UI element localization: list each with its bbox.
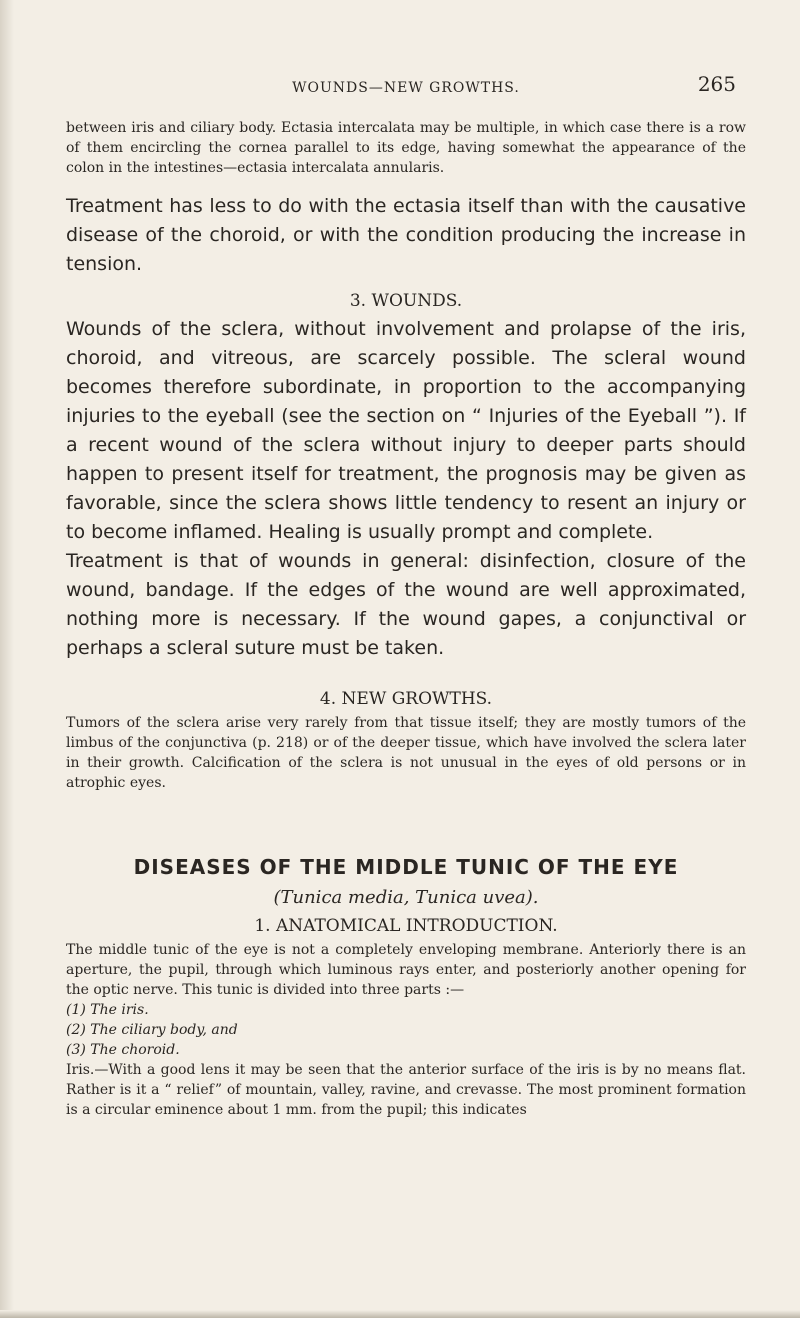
treatment-paragraph: Treatment has less to do with the ectasia itself than with the causative disease of the choroid, or with the condition producing the increase in tension.: [66, 195, 746, 275]
diseases-subtitle: (Tunica media, Tunica uvea).: [273, 887, 539, 908]
intro-paragraph: between iris and ciliary body. Ectasia intercalata may be multiple, in which case there is a row of them encircling the cornea parallel to its edge, having somewhat the appearance of the colon in the intestines—ectasia intercalata annularis.: [66, 120, 746, 176]
new-growths-heading: 4. NEW GROWTHS.: [319, 689, 493, 709]
wounds-paragraph-1: Wounds of the sclera, without involvement and prolapse of the iris, choroid, and vitreous, are scarcely possible. The scleral wound becomes therefore subordinate, in proportion to the accompanying injuries to the eyeball (see the section on “ Injuries of the Eyeball ”). If a recent wound of the sclera without injury to deeper parts should happen to present itself for treatment, the prognosis may be given as favorable, since the sclera shows little tendency to resent an injury or to become inflamed. Healing is usually prompt and complete.: [66, 318, 746, 543]
anatomical-heading: 1. ANATOMICAL INTRODUCTION.: [254, 916, 558, 936]
new-growths-paragraph: Tumors of the sclera arise very rarely from that tissue itself; they are mostly tumors of the limbus of the conjunctiva (p. 218) or of the deeper tissue, which have involved the sclera later in their growth. Calcification of the sclera is not unusual in the eyes of old persons or in atrophic eyes.: [66, 715, 746, 791]
wounds-paragraph-2: Treatment is that of wounds in general: disinfection, closure of the wound, bandage. If the edges of the wound are well approximated, nothing more is necessary. If the wound gapes, a conjunctival or perhaps a scleral suture must be taken.: [66, 550, 746, 659]
page-shadow: [0, 0, 14, 1318]
page-content: [66, 72, 746, 1120]
wounds-heading: 3. WOUNDS.: [349, 291, 463, 311]
page-edge: [0, 1310, 800, 1318]
anatomical-paragraph: The middle tunic of the eye is not a completely enveloping membrane. Anteriorly there is an aperture, the pupil, through which luminous rays enter, and posteriorly another opening for the optic nerve. This tunic is divided into three parts :—: [66, 942, 746, 998]
part-choroid: (3) The choroid.: [66, 1042, 180, 1058]
diseases-title: DISEASES OF THE MIDDLE TUNIC OF THE EYE: [133, 855, 679, 879]
part-iris: (1) The iris.: [66, 1002, 149, 1018]
iris-paragraph: Iris.—With a good lens it may be seen that the anterior surface of the iris is by no means flat. Rather is it a “ relief” of mountain, valley, ravine, and crevasse. The most prominent formation is a circular eminence about 1 mm. from the pupil; this indicates: [66, 1062, 746, 1118]
part-ciliary-body: (2) The ciliary body, and: [66, 1022, 238, 1038]
running-header: [66, 72, 746, 96]
running-title: WOUNDS—NEW GROWTHS.: [292, 80, 520, 96]
page-number: 265: [697, 72, 736, 96]
